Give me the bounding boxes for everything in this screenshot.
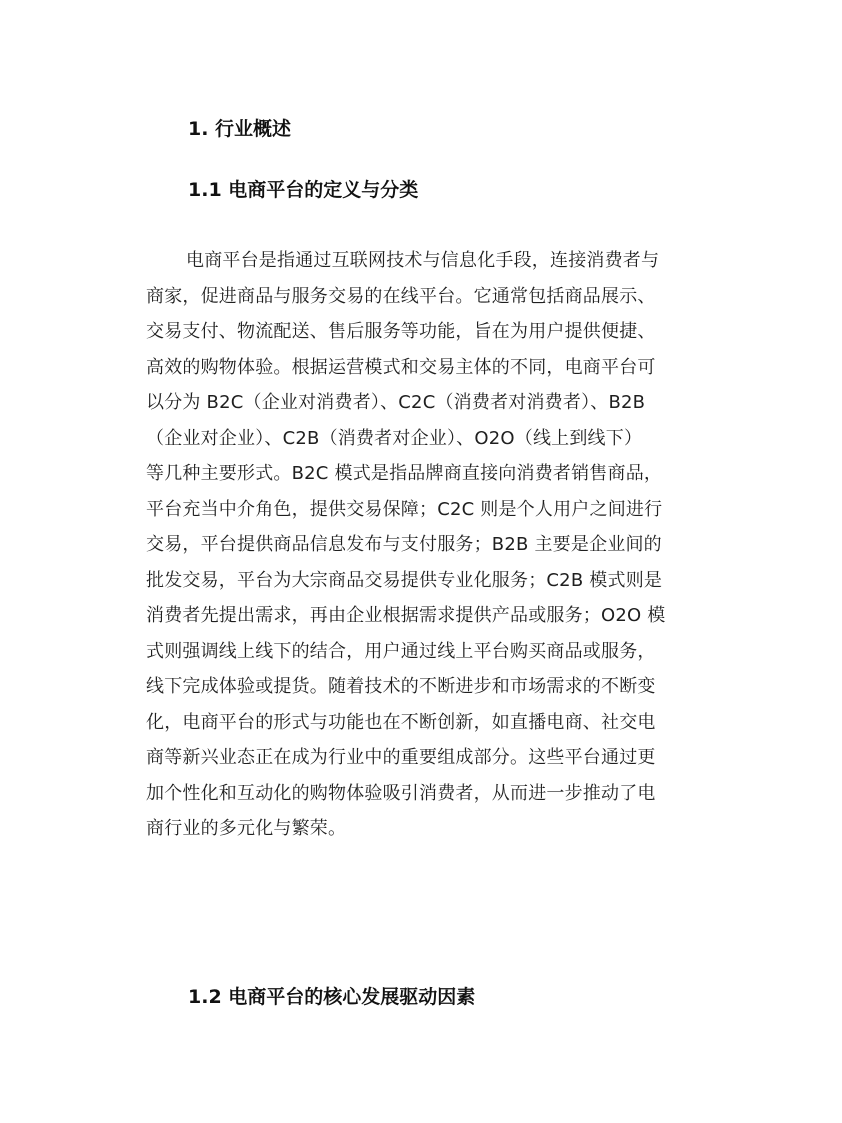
section-heading-1-2: 1.2 电商平台的核心发展驱动因素 xyxy=(188,986,476,1008)
paragraph-line: 批发交易，平台为大宗商品交易提供专业化服务；C2B 模式则是 xyxy=(146,569,663,591)
paragraph-line: 以分为 B2C（企业对消费者）、C2C（消费者对消费者）、B2B xyxy=(146,392,646,413)
paragraph-line: 电商平台是指通过互联网技术与信息化手段，连接消费者与 xyxy=(186,250,660,271)
paragraph-line: 商行业的多元化与繁荣。 xyxy=(146,818,347,839)
paragraph-line: 商家，促进商品与服务交易的在线平台。它通常包括商品展示、 xyxy=(146,285,656,307)
paragraph-line: 高效的购物体验。根据运营模式和交易主体的不同，电商平台可 xyxy=(146,356,656,378)
section-heading-1-1: 1.1 电商平台的定义与分类 xyxy=(188,179,419,201)
paragraph-line: 商等新兴业态正在成为行业中的重要组成部分。这些平台通过更 xyxy=(146,747,656,768)
definition-paragraph xyxy=(146,243,706,847)
paragraph-line: 消费者先提出需求，再由企业根据需求提供产品或服务；O2O 模 xyxy=(146,605,666,626)
paragraph-line: 化，电商平台的形式与功能也在不断创新，如直播电商、社交电 xyxy=(146,711,656,733)
paragraph-line: 线下完成体验或提货。随着技术的不断进步和市场需求的不断变 xyxy=(146,676,656,697)
paragraph-line: （企业对企业）、C2B（消费者对企业）、O2O（线上到线下） xyxy=(146,427,643,449)
section-heading-1: 1. 行业概述 xyxy=(188,118,292,140)
paragraph-line: 加个性化和互动化的购物体验吸引消费者，从而进一步推动了电 xyxy=(146,782,656,804)
paragraph-line: 交易，平台提供商品信息发布与支付服务；B2B 主要是企业间的 xyxy=(146,534,662,555)
paragraph-line: 交易支付、物流配送、售后服务等功能，旨在为用户提供便捷、 xyxy=(146,321,656,342)
paragraph-line: 平台充当中介角色，提供交易保障；C2C 则是个人用户之间进行 xyxy=(146,498,663,520)
paragraph-line: 式则强调线上线下的结合，用户通过线上平台购买商品或服务， xyxy=(146,640,656,662)
paragraph-line: 等几种主要形式。B2C 模式是指品牌商直接向消费者销售商品， xyxy=(146,463,663,484)
